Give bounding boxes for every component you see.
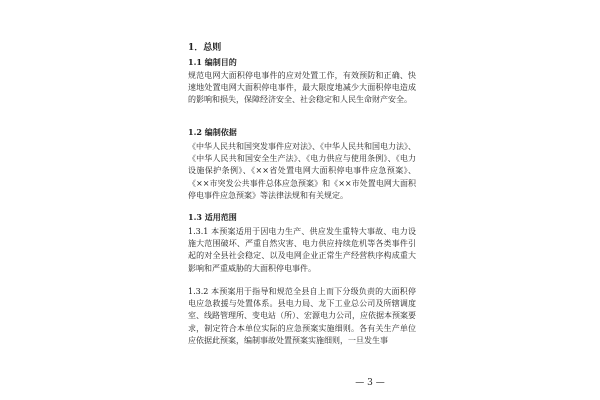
subsection-heading-basis: 1.2 编制依据 <box>188 127 237 137</box>
section-heading-general: 1．总则 <box>188 43 222 53</box>
paragraph-basis-text: 《中华人民共和国突发事件应对法》、《中华人民共和国电力法》、《中华人民共和国安全生产法》、《电力供应与使用条例》、《电力设施保护条例》、《××省处置电网大面积停电事件应急预案》、《××市突发公共事件总体应急预案》和《××市处置电网大面积停电事件应急预案》等法律法规和有关规定。 <box>188 142 416 200</box>
paragraph-basis <box>188 141 416 202</box>
paragraph-scope-2 <box>188 286 416 347</box>
subsection-heading-purpose: 1.1 编制目的 <box>188 57 237 67</box>
paragraph-purpose <box>188 70 416 107</box>
paragraph-purpose-text: 规范电网大面积停电事件的应对处置工作，有效预防和正确、快速地处置电网大面积停电事件，最大限度地减少大面积停电造成的影响和损失，保障经济安全、社会稳定和人民生命财产安全。 <box>188 71 416 105</box>
paragraph-scope-1 <box>188 226 416 275</box>
subsection-heading-scope: 1.3 适用范围 <box>188 212 237 222</box>
paragraph-scope-1-text: 1.3.1 本预案适用于因电力生产、供应发生重特大事故、电力设施大范围破坏、严重自然灾害、电力供应持续危机等各类事件引起的对全县社会稳定、以及电网企业正常生产经营秩序构成重大影响和严重威胁的大面积停电事件。 <box>188 227 416 273</box>
page-number: — 3 — <box>355 378 385 388</box>
paragraph-scope-2-text: 1.3.2 本预案用于指导和规范全县自上而下分级负责的大面积停电应急救援与处置体系。县电力局、龙下工业总公司及所辖调度室、线路管理所、变电站（所）、宏源电力公司，应依据本预案要求，制定符合本单位实际的应急预案实施细则。各有关生产单位应依据此预案，编制事故处置预案实施细则，一旦发生事 <box>188 287 416 345</box>
